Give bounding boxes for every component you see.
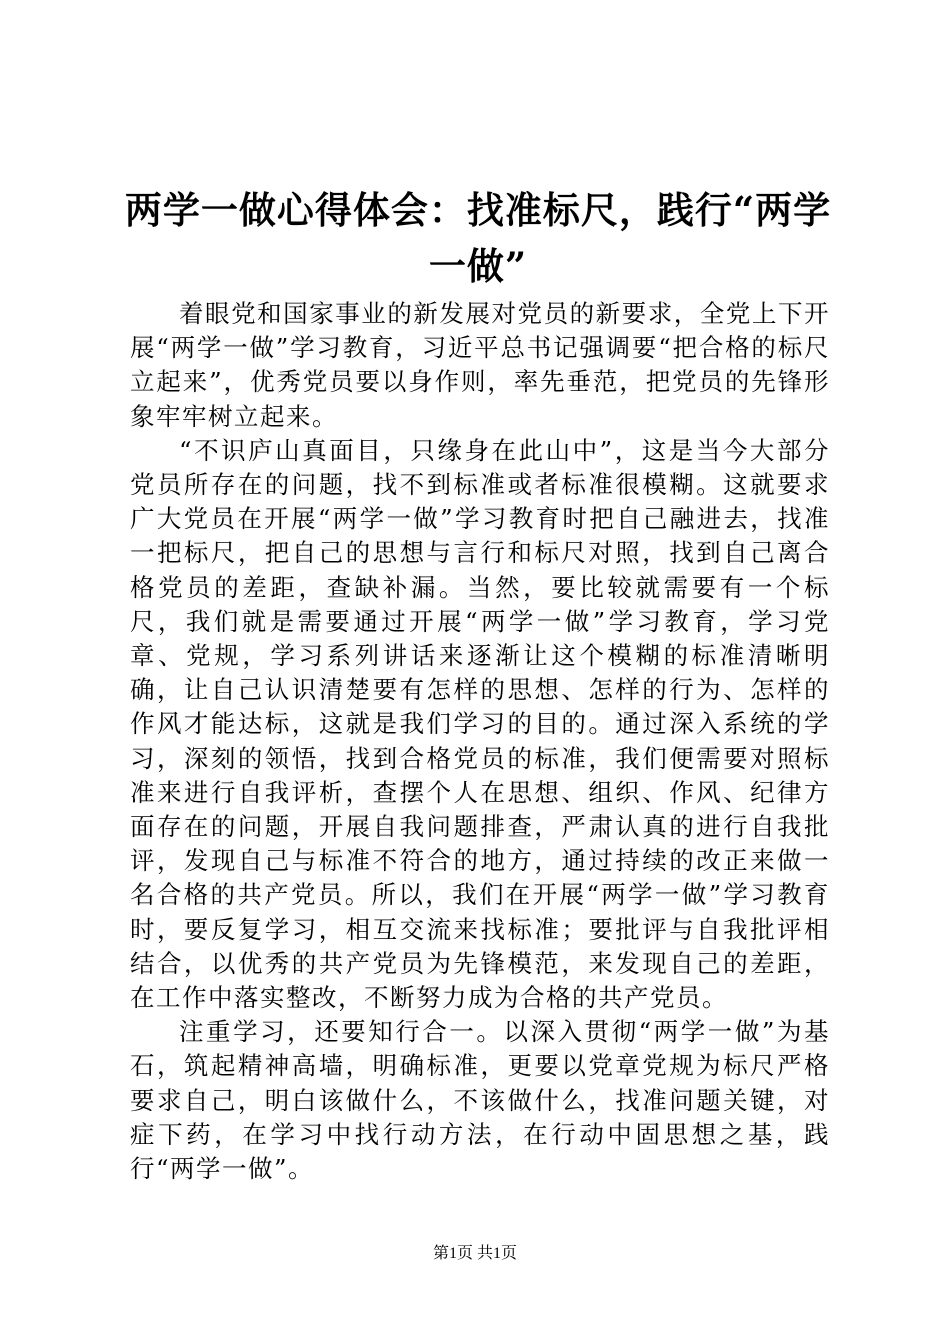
page-footer: 第1页 共1页: [432, 1245, 517, 1262]
paragraph-2: “不识庐山真面目，只缘身在此山中”，这是当今大部分党员所存在的问题，找不到标准或者标准很模糊。这就要求广大党员在开展“两学一做”学习教育时把自己融进去，找准一把标尺，把自己的思想与言行和标尺对照，找到自己离合格党员的差距，查缺补漏。当然，要比较就需要有一个标尺，我们就是需要通过开展“两学一做”学习教育，学习党章、党规，学习系列讲话来逐渐让这个模糊的标准清晰明确，让自己认识清楚要有怎样的思想、怎样的行为、怎样的作风才能达标，这就是我们学习的目的。通过深入系统的学习，深刻的领悟，找到合格党员的标准，我们便需要对照标准来进行自我评析，查摆个人在思想、组织、作风、纪律方面存在的问题，开展自我问题排查，严肃认真的进行自我批评，发现自己与标准不符合的地方，通过持续的改正来做一名合格的共产党员。所以，我们在开展“两学一做”学习教育时，要反复学习，相互交流来找标准；要批评与自我批评相结合，以优秀的共产党员为先锋模范，来发现自己的差距，在工作中落实整改，不断努力成为合格的共产党员。: [130, 435, 830, 1013]
paragraph-3: 注重学习，还要知行合一。以深入贯彻“两学一做”为基石，筑起精神高墙，明确标准，更要以党章党规为标尺严格要求自己，明白该做什么，不该做什么，找准问题关键，对症下药，在学习中找行动方法，在行动中固思想之基，践行“两学一做”。: [130, 1017, 830, 1184]
paragraph-1: 着眼党和国家事业的新发展对党员的新要求，全党上下开展“两学一做”学习教育，习近平总书记强调要“把合格的标尺立起来”，优秀党员要以身作则，率先垂范，把党员的先锋形象牢牢树立起来。: [130, 299, 830, 431]
document-title: 两学一做心得体会：找准标尺，践行“两学一做”: [124, 188, 832, 288]
document-body: [130, 297, 830, 1186]
